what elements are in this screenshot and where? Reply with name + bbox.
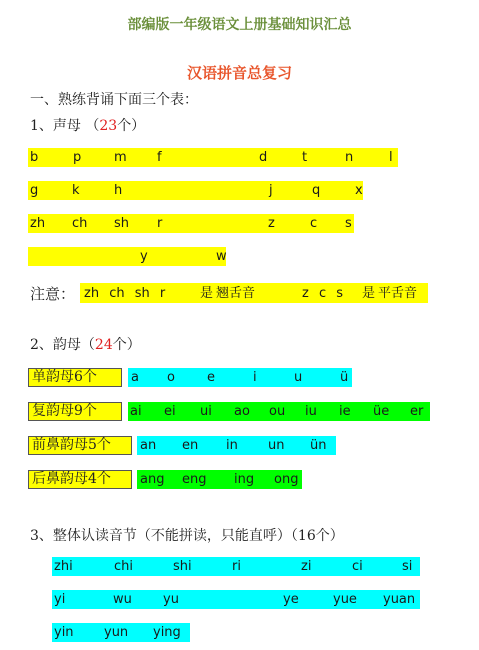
yunmu-item: ou <box>269 404 286 419</box>
yunmu-item: u <box>294 370 303 385</box>
zhengti-syllable: yuan <box>383 592 416 607</box>
shengmu-letter: k <box>72 183 80 198</box>
section-intro: 一、熟练背诵下面三个表： <box>30 92 198 108</box>
yunmu-item: i <box>253 370 257 385</box>
yunmu-item: ong <box>274 472 299 487</box>
zhengti-syllable: zhi <box>54 559 73 574</box>
yunmu-item: an <box>140 438 157 453</box>
yunmu-label-compound: 复韵母9个 <box>28 402 122 421</box>
shengmu-letter: zh <box>30 216 46 231</box>
note-is-2: 是 <box>362 286 376 301</box>
shengmu-heading-prefix: 1、声母 （ <box>30 118 100 134</box>
zhengti-syllable: zi <box>301 559 312 574</box>
yunmu-item: ai <box>130 404 142 419</box>
zhengti-syllable: si <box>402 559 413 574</box>
shengmu-letter: c <box>310 216 318 231</box>
shengmu-letter: f <box>157 150 162 165</box>
yunmu-label-back-nasal: 后鼻韵母4个 <box>28 470 132 489</box>
shengmu-letter: b <box>30 150 39 165</box>
shengmu-letter: sh <box>114 216 130 231</box>
shengmu-letter: j <box>269 183 273 198</box>
shengmu-letter: h <box>114 183 123 198</box>
zhengti-syllable: chi <box>114 559 133 574</box>
shengmu-row-1-bar <box>28 148 398 167</box>
yunmu-item: ing <box>234 472 255 487</box>
yunmu-item: in <box>226 438 238 453</box>
zhengti-syllable: ye <box>283 592 299 607</box>
zhengti-syllable: ying <box>153 625 181 640</box>
shengmu-letter: n <box>345 150 354 165</box>
yunmu-item: iu <box>305 404 317 419</box>
yunmu-heading <box>30 334 141 354</box>
shengmu-heading <box>30 115 145 135</box>
shengmu-count: 23 <box>99 118 118 134</box>
document-subtitle: 汉语拼音总复习 <box>186 64 292 82</box>
zhengti-syllable: shi <box>173 559 192 574</box>
yunmu-item: e <box>207 370 215 385</box>
shengmu-letter: x <box>355 183 363 198</box>
shengmu-letter: l <box>389 150 393 165</box>
note-label: 注意： <box>30 285 76 303</box>
note-retroflex-letters: zh ch sh r <box>84 286 166 301</box>
zhengti-syllable: ri <box>232 559 241 574</box>
yunmu-item: ao <box>234 404 250 419</box>
yunmu-item: ie <box>339 404 351 419</box>
zhengti-syllable: yue <box>333 592 357 607</box>
shengmu-letter: r <box>157 216 163 231</box>
yunmu-item: ei <box>164 404 176 419</box>
yunmu-item: ui <box>200 404 212 419</box>
shengmu-letter: ch <box>72 216 88 231</box>
shengmu-letter: q <box>312 183 321 198</box>
yunmu-item: eng <box>182 472 207 487</box>
shengmu-letter: m <box>114 150 127 165</box>
zhengti-heading: 3、整体认读音节（不能拼读，只能直呼）（16个） <box>30 528 344 544</box>
shengmu-letter: t <box>302 150 308 165</box>
yunmu-item: ang <box>140 472 165 487</box>
yunmu-item: un <box>268 438 285 453</box>
yunmu-heading-prefix: 2、韵母（ <box>30 337 95 353</box>
yunmu-item: a <box>131 370 139 385</box>
yunmu-item: ün <box>310 438 327 453</box>
zhengti-syllable: yu <box>163 592 179 607</box>
shengmu-heading-suffix: 个） <box>117 118 146 134</box>
shengmu-row-4-bar <box>28 247 226 266</box>
note-is-1: 是 <box>200 286 214 301</box>
yunmu-item: üe <box>373 404 390 419</box>
shengmu-letter: s <box>345 216 352 231</box>
shengmu-letter: d <box>259 150 268 165</box>
yunmu-label-front-nasal: 前鼻韵母5个 <box>28 436 132 455</box>
yunmu-item: er <box>410 404 424 419</box>
yunmu-single-bar <box>128 368 352 387</box>
shengmu-letter: z <box>268 216 275 231</box>
zhengti-syllable: wu <box>113 592 132 607</box>
note-flat-letters: z c s <box>302 286 344 301</box>
shengmu-letter: y <box>140 249 148 264</box>
zhengti-syllable: yi <box>54 592 66 607</box>
yunmu-count: 24 <box>94 337 113 353</box>
note-retroflex-name: 翘舌音 <box>216 286 256 301</box>
shengmu-letter: g <box>30 183 39 198</box>
zhengti-syllable: yun <box>104 625 129 640</box>
zhengti-syllable: ci <box>352 559 363 574</box>
shengmu-letter: w <box>216 249 227 264</box>
yunmu-label-single: 单韵母6个 <box>28 368 122 387</box>
note-flat-name: 平舌音 <box>378 286 418 301</box>
shengmu-letter: p <box>73 150 82 165</box>
yunmu-item: en <box>182 438 199 453</box>
document-title: 部编版一年级语文上册基础知识汇总 <box>127 17 352 33</box>
zhengti-row-2-bar <box>52 590 420 609</box>
yunmu-heading-suffix: 个） <box>112 337 141 353</box>
yunmu-item: ü <box>340 370 349 385</box>
zhengti-syllable: yin <box>54 625 74 640</box>
yunmu-item: o <box>167 370 175 385</box>
